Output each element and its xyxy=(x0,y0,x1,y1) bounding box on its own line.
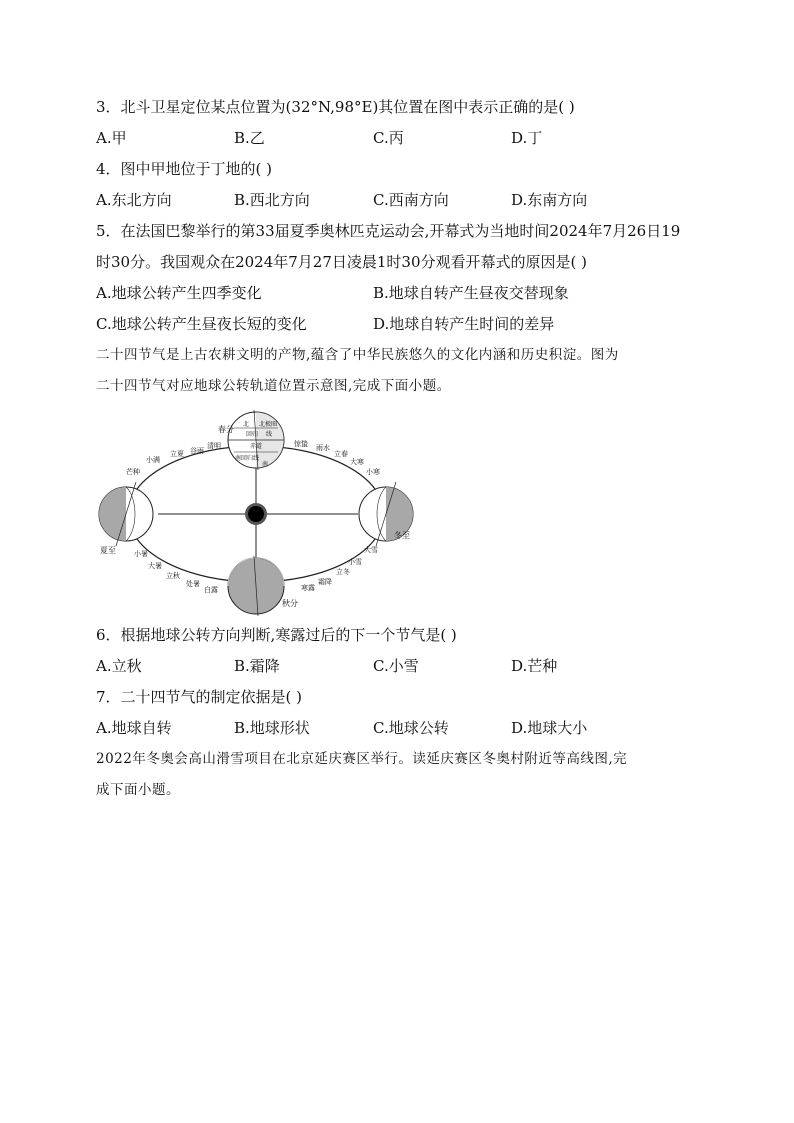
question-6-stem: 6．根据地球公转方向判断,寒露过后的下一个节气是( ) xyxy=(96,626,457,644)
question-7-option-b: B.地球形状 xyxy=(234,719,310,737)
globe-label-arctic: 北极圈 xyxy=(259,421,278,428)
term-jingzhe: 惊蛰 xyxy=(294,440,308,448)
term-xiazhi: 夏至 xyxy=(100,546,116,555)
question-3-stem: 3．北斗卫星定位某点位置为(32°N,98°E)其位置在图中表示正确的是( ) xyxy=(96,98,575,116)
intro-solar-terms-line2: 二十四节气对应地球公转轨道位置示意图,完成下面小题。 xyxy=(96,378,451,394)
term-liqiu: 立秋 xyxy=(166,572,180,580)
intro-winter-olympics-line2: 成下面小题。 xyxy=(96,782,180,798)
question-3-option-a: A.甲 xyxy=(96,129,127,147)
question-5-option-a: A.地球公转产生四季变化 xyxy=(96,284,262,302)
globe-bottom xyxy=(228,556,284,616)
term-chunfen: 春分 xyxy=(218,425,234,434)
question-4-stem: 4．图中甲地位于丁地的( ) xyxy=(96,160,273,178)
term-dongzhi: 冬至 xyxy=(394,531,410,540)
term-hanlu: 寒露 xyxy=(301,584,315,592)
term-chushu: 处暑 xyxy=(186,580,200,588)
question-4-option-d: D.东南方向 xyxy=(511,191,588,209)
term-shuangjiang: 霜降 xyxy=(318,578,332,586)
question-6-option-c: C.小雪 xyxy=(373,657,419,675)
globe-label-line: 线 xyxy=(266,431,273,438)
question-6-option-d: D.芒种 xyxy=(511,657,558,675)
question-7-stem: 7．二十四节气的制定依据是( ) xyxy=(96,688,303,706)
term-daxue: 大雪 xyxy=(364,546,378,554)
term-yushui: 雨水 xyxy=(316,444,330,452)
question-5-stem-line2: 时30分。我国观众在2024年7月27日凌晨1时30分观看开幕式的原因是( ) xyxy=(96,253,587,271)
term-xiaoxue: 小雪 xyxy=(348,558,362,566)
question-5-stem-line1: 5．在法国巴黎举行的第33届夏季奥林匹克运动会,开幕式为当地时间2024年7月26日19 xyxy=(96,222,681,240)
globe-top xyxy=(228,410,284,470)
question-4-option-b: B.西北方向 xyxy=(234,191,310,209)
question-6-option-a: A.立秋 xyxy=(96,657,142,675)
term-dashu: 大暑 xyxy=(148,562,162,570)
globe-label-south: 南 xyxy=(262,461,269,468)
term-bailu: 白露 xyxy=(204,586,218,594)
globe-label-south-tropic: 南回归线 xyxy=(235,455,260,462)
question-4-option-a: A.东北方向 xyxy=(96,191,172,209)
term-qingming: 清明 xyxy=(207,442,221,450)
term-xiaoshu: 小暑 xyxy=(134,550,148,558)
question-5-option-c: C.地球公转产生昼夜长短的变化 xyxy=(96,315,307,333)
question-3-option-c: C.丙 xyxy=(373,129,404,147)
question-6-option-b: B.霜降 xyxy=(234,657,280,675)
term-lidong: 立冬 xyxy=(336,568,350,576)
intro-solar-terms-line1: 二十四节气是上古农耕文明的产物,蕴含了中华民族悠久的文化内涵和历史积淀。图为 xyxy=(96,347,619,363)
solar-terms-orbit-diagram xyxy=(96,408,426,618)
globe-label-north: 北 xyxy=(243,421,250,428)
term-dahan: 大寒 xyxy=(350,458,364,466)
question-5-option-b: B.地球自转产生昼夜交替现象 xyxy=(373,284,569,302)
sun xyxy=(245,503,267,525)
question-7-option-d: D.地球大小 xyxy=(511,719,588,737)
intro-winter-olympics-line1: 2022年冬奥会高山滑雪项目在北京延庆赛区举行。读延庆赛区冬奥村附近等高线图,完 xyxy=(96,751,628,767)
question-3-option-d: D.丁 xyxy=(511,129,543,147)
question-3-option-b: B.乙 xyxy=(234,129,265,147)
term-guyu: 谷雨 xyxy=(190,447,204,455)
term-xiaohan: 小寒 xyxy=(366,468,380,476)
globe-left xyxy=(99,482,153,546)
term-xiaoman: 小满 xyxy=(146,456,160,464)
question-7-option-c: C.地球公转 xyxy=(373,719,449,737)
question-7-option-a: A.地球自转 xyxy=(96,719,172,737)
term-mangzhong: 芒种 xyxy=(126,468,140,476)
question-4-option-c: C.西南方向 xyxy=(373,191,449,209)
term-qiufen: 秋分 xyxy=(282,599,298,608)
globe-label-equator: 赤道 xyxy=(250,443,263,450)
globe-label-tropic: 回归 xyxy=(246,431,259,438)
term-lichun: 立春 xyxy=(334,450,348,458)
term-lixia: 立夏 xyxy=(170,450,184,458)
question-5-option-d: D.地球自转产生时间的差异 xyxy=(373,315,555,333)
